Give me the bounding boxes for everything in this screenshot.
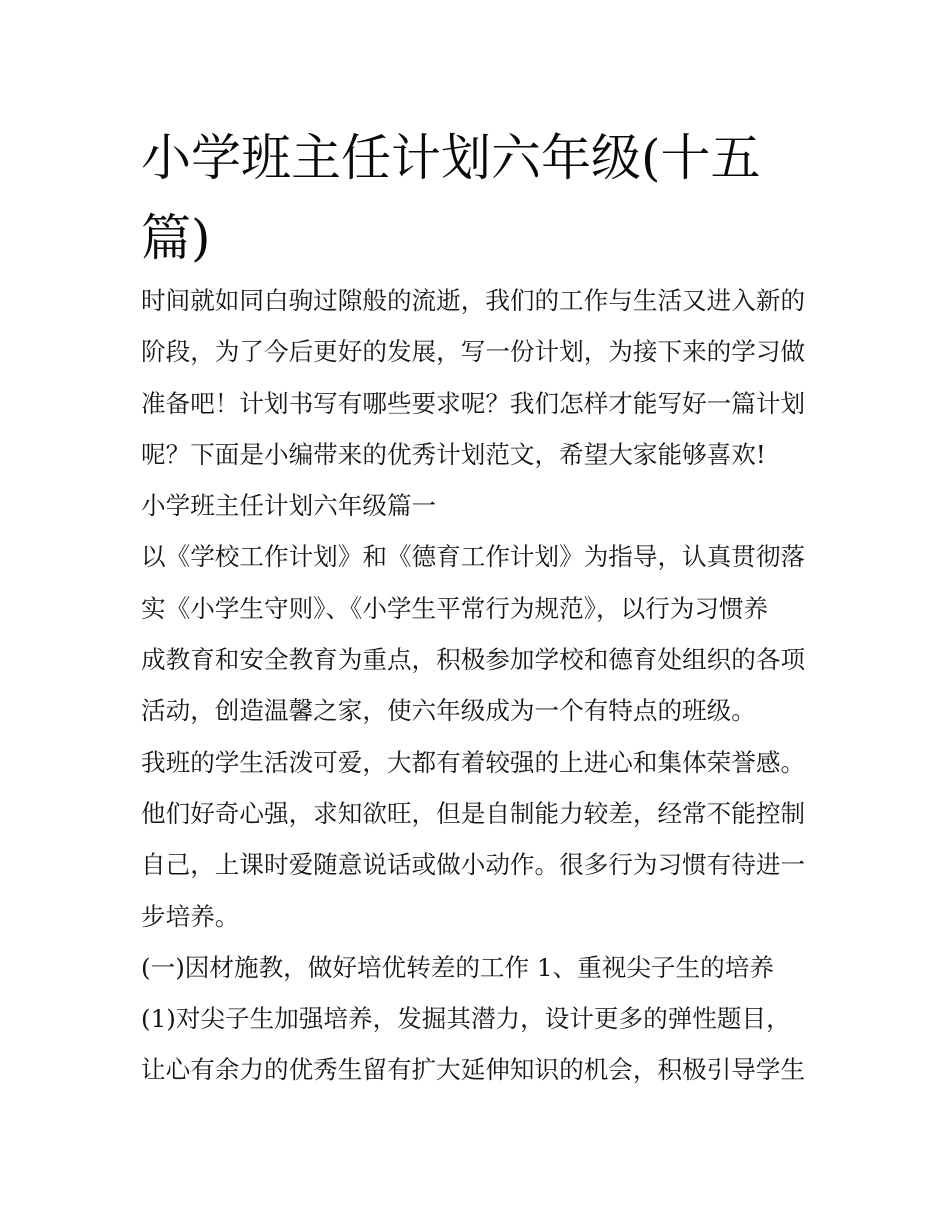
class-situation-paragraph-line: 步培养。: [141, 901, 240, 931]
measure-paragraph-line: (1)对尖子生加强培养，发掘其潜力，设计更多的弹性题目，: [141, 1004, 791, 1034]
title-line-2: 篇): [141, 209, 211, 267]
class-situation-paragraph-line: 自己，上课时爱随意说话或做小动作。很多行为习惯有待进一: [141, 850, 806, 880]
intro-paragraph-line: 呢？下面是小编带来的优秀计划范文，希望大家能够喜欢!: [141, 439, 766, 469]
guidance-paragraph-line: 成教育和安全教育为重点，积极参加学校和德育处组织的各项: [141, 645, 806, 675]
intro-paragraph-line: 准备吧！计划书写有哪些要求呢？我们怎样才能写好一篇计划: [141, 388, 806, 418]
section-heading: 小学班主任计划六年级篇一: [141, 491, 437, 521]
subsection-heading: (一)因材施教，做好培优转差的工作 1、重视尖子生的培养: [141, 952, 774, 982]
intro-paragraph-line: 阶段，为了今后更好的发展，写一份计划，为接下来的学习做: [141, 337, 806, 367]
document-body: [141, 282, 821, 1103]
document-title: [141, 118, 781, 278]
guidance-paragraph-line: 以《学校工作计划》和《德育工作计划》为指导，认真贯彻落: [141, 542, 806, 572]
class-situation-paragraph-line: 我班的学生活泼可爱，大都有着较强的上进心和集体荣誉感。: [141, 747, 806, 777]
intro-paragraph-line: 时间就如同白驹过隙般的流逝，我们的工作与生活又进入新的: [141, 286, 806, 315]
guidance-paragraph-line: 活动，创造温馨之家，使六年级成为一个有特点的班级。: [141, 696, 756, 726]
guidance-paragraph-line: 实《小学生守则》、《小学生平常行为规范》，以行为习惯养: [141, 593, 769, 623]
class-situation-paragraph-line: 他们好奇心强，求知欲旺，但是自制能力较差，经常不能控制: [141, 798, 806, 828]
measure-paragraph-line: 让心有余力的优秀生留有扩大延伸知识的机会，积极引导学生: [141, 1055, 806, 1085]
title-line-1: 小学班主任计划六年级(十五: [141, 129, 761, 187]
